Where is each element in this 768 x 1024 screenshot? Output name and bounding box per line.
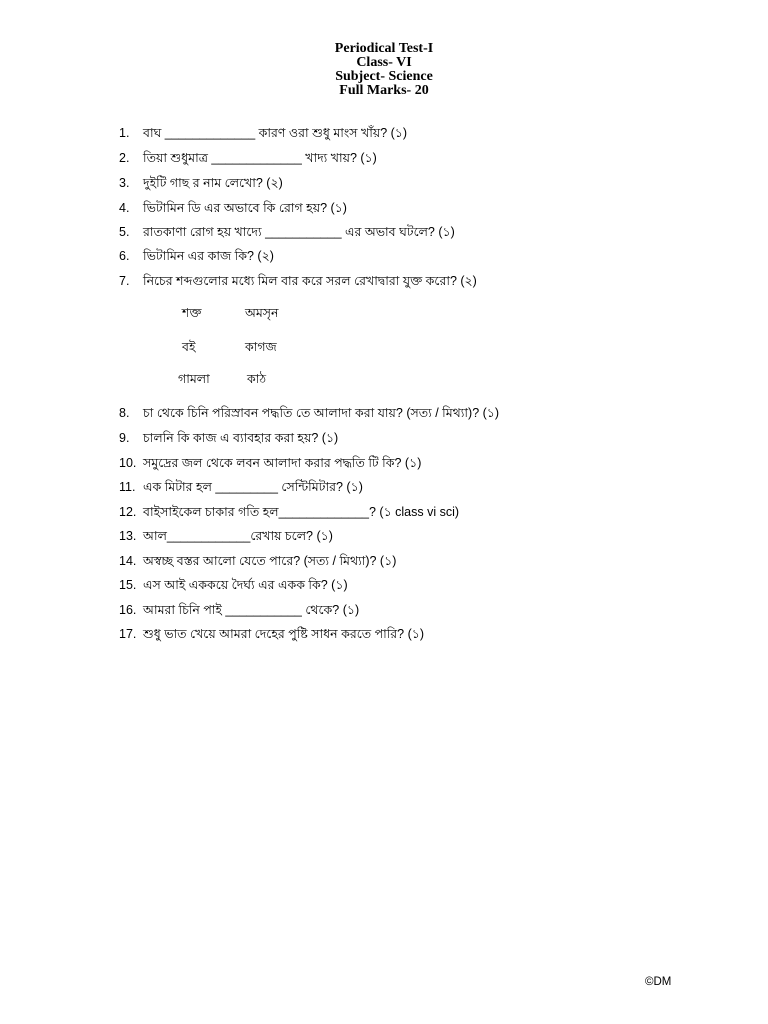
match-left-3: গামলা — [178, 372, 210, 386]
question-number: 10. — [119, 456, 137, 470]
question-number: 13. — [119, 529, 137, 543]
question-number: 16. — [119, 603, 137, 617]
match-right-2: কাগজ — [245, 340, 277, 354]
question-text: রাতকাণা রোগ হয় খাদ্যে ___________ এর অভাব ঘটলে? (১) — [143, 225, 455, 239]
question-number: 1. — [119, 126, 130, 140]
question-text: সমুদ্রের জল থেকে লবন আলাদা করার পদ্ধতি টি কি? (১) — [143, 456, 422, 470]
question-text: এক মিটার হল _________ সেন্টিমিটার? (১) — [143, 480, 363, 494]
question-3 — [119, 175, 283, 191]
question-text: বাইসাইকেল চাকার গতি হল_____________? (১ class vi sci) — [143, 505, 460, 519]
question-text: বাঘ _____________ কারণ ওরা শুধু মাংস খাঁয়? (১) — [143, 126, 408, 140]
question-8 — [119, 405, 499, 421]
question-text: ভিটামিন ডি এর অভাবে কি রোগ হয়? (১) — [143, 201, 347, 215]
question-text: দুইটি গাছ র নাম লেখো? (২) — [143, 176, 283, 190]
question-text: ভিটামিন এর কাজ কি? (২) — [143, 249, 274, 263]
question-10 — [119, 455, 421, 471]
question-number: 4. — [119, 201, 130, 215]
question-text: আমরা চিনি পাই ___________ থেকে? (১) — [143, 603, 360, 617]
question-number: 17. — [119, 627, 137, 641]
question-12 — [119, 504, 459, 520]
full-marks-label: Full Marks- 20 — [339, 83, 429, 98]
question-9 — [119, 430, 338, 446]
question-7 — [119, 273, 477, 289]
question-text: চালনি কি কাজ এ ব্যাবহার করা হয়? (১) — [143, 431, 339, 445]
question-number: 8. — [119, 406, 130, 420]
question-11 — [119, 479, 363, 495]
question-number: 7. — [119, 274, 130, 288]
question-number: 5. — [119, 225, 130, 239]
test-title: Periodical Test-I — [334, 41, 434, 56]
match-left-1: শক্ত — [182, 306, 202, 320]
question-number: 14. — [119, 554, 137, 568]
match-left-2: বই — [182, 340, 196, 354]
question-number: 3. — [119, 176, 130, 190]
question-text: নিচের শব্দগুলোর মধ্যে মিল বার করে সরল রেখাদ্বারা যুক্ত করো? (২) — [143, 274, 477, 288]
match-right-1: অমসৃন — [245, 306, 279, 320]
question-2 — [119, 150, 377, 166]
question-number: 15. — [119, 578, 137, 592]
question-14 — [119, 553, 396, 569]
question-16 — [119, 602, 359, 618]
question-text: আল____________রেখায় চলে? (১) — [143, 529, 333, 543]
question-13 — [119, 528, 333, 544]
question-4 — [119, 200, 347, 216]
question-1 — [119, 125, 407, 141]
subject-label: Subject- Science — [335, 69, 433, 84]
question-number: 12. — [119, 505, 137, 519]
class-label: Class- VI — [356, 55, 412, 70]
question-text: এস আই এককয়ে দৈর্ঘ্য এর একক কি? (১) — [143, 578, 348, 592]
question-15 — [119, 577, 348, 593]
question-number: 2. — [119, 151, 130, 165]
question-text: শুধু ভাত খেয়ে আমরা দেহের পুষ্টি সাধন করতে পারি? (১) — [143, 627, 425, 641]
question-number: 11. — [119, 480, 136, 494]
question-text: তিয়া শুধুমাত্র _____________ খাদ্য খায়? (১) — [143, 151, 377, 165]
question-text: চা থেকে চিনি পরিস্রাবন পদ্ধতি তে আলাদা করা যায়? (সত্য / মিথ্যা)? (১) — [143, 406, 500, 420]
question-number: 9. — [119, 431, 130, 445]
copyright-footer: ©DM — [645, 976, 672, 988]
test-header — [0, 42, 768, 98]
question-17 — [119, 626, 424, 642]
question-6 — [119, 248, 274, 264]
question-number: 6. — [119, 249, 130, 263]
match-right-3: কাঠ — [247, 372, 267, 386]
question-5 — [119, 224, 455, 240]
question-text: অস্বচ্ছ বস্তর আলো যেতে পারে? (সত্য / মিথ্যা)? (১) — [143, 554, 397, 568]
